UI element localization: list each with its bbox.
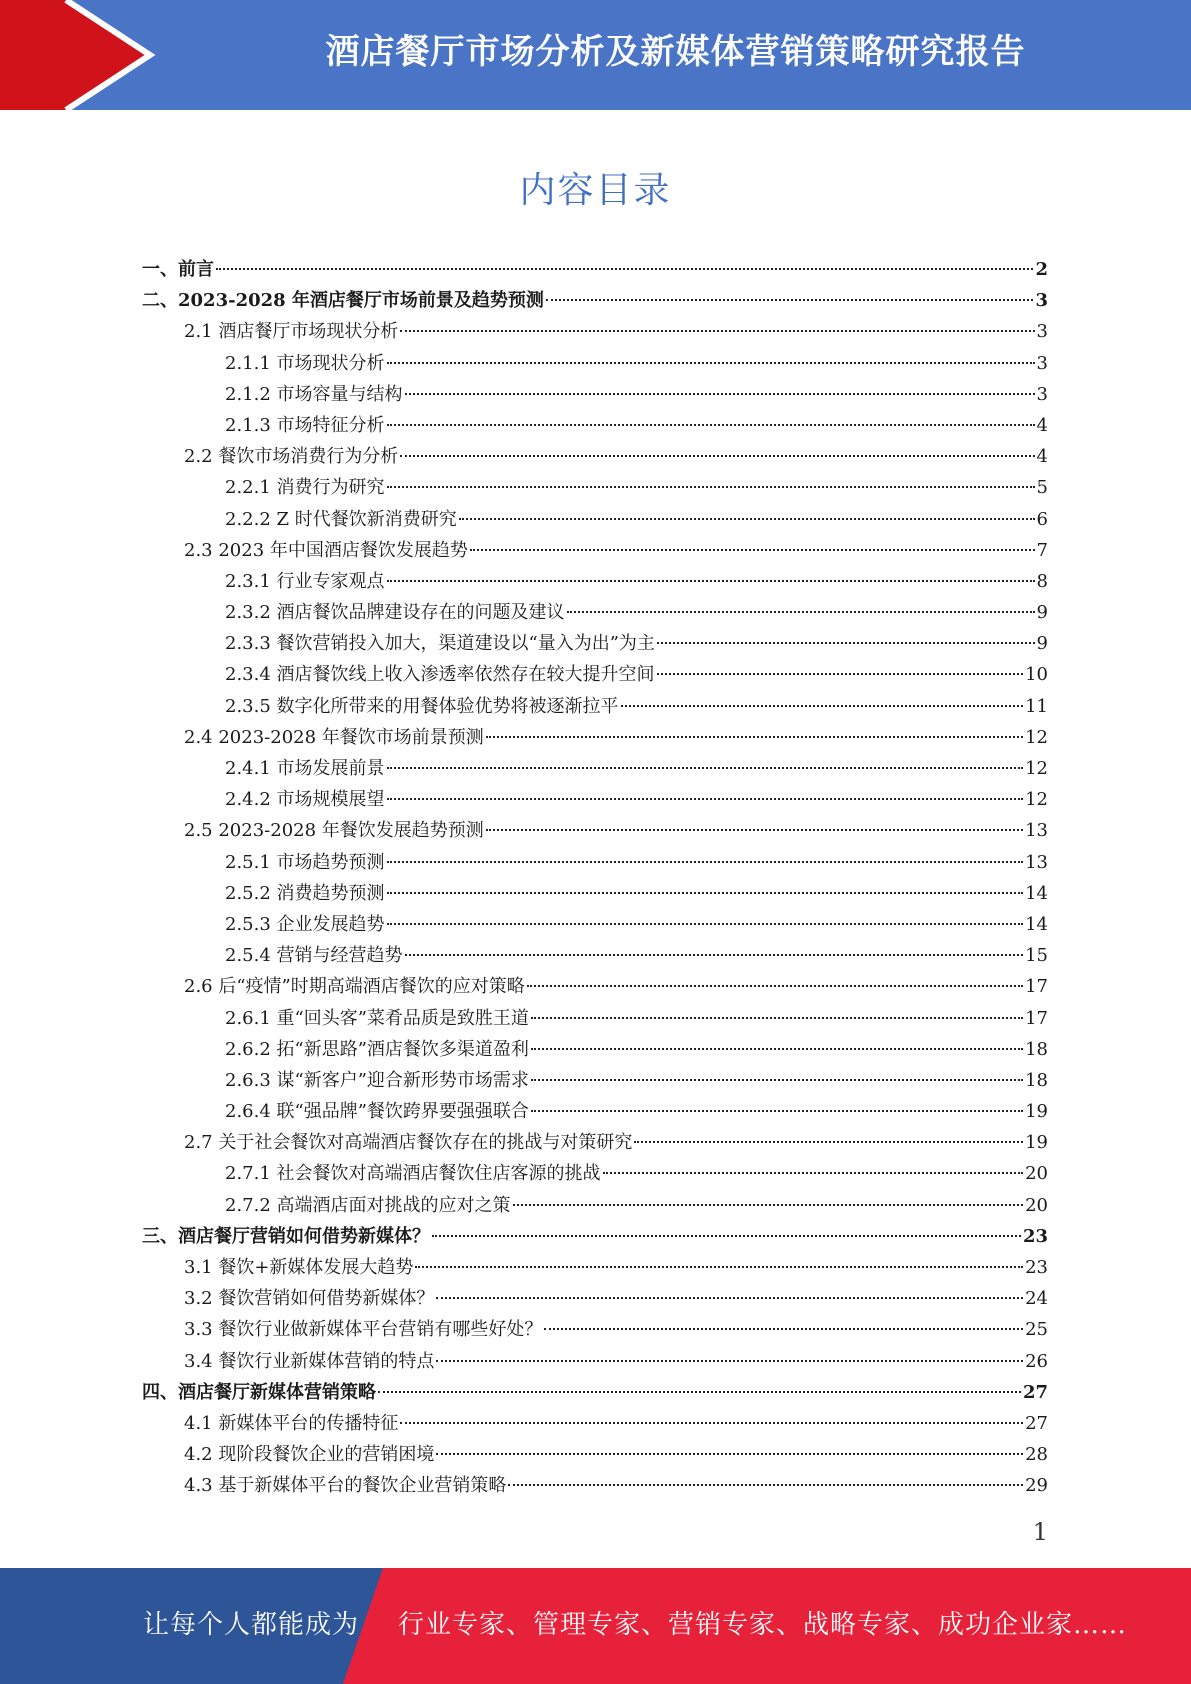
toc-entry-label: 3.2 餐饮营销如何借势新媒体？ (184, 1288, 435, 1310)
toc-leader-dots (405, 954, 1024, 956)
toc-entry-page: 12 (1025, 726, 1048, 748)
toc-entry-page: 17 (1025, 1007, 1048, 1029)
toc-leader-dots (400, 1422, 1023, 1424)
toc-leader-dots (486, 829, 1023, 831)
toc-entry-page: 11 (1025, 695, 1048, 717)
toc-entry[interactable] (142, 566, 1048, 597)
toc-leader-dots (634, 1141, 1023, 1143)
toc-leader-dots (387, 486, 1035, 488)
toc-entry-page: 29 (1025, 1475, 1048, 1497)
toc-entry-label: 2.2.1 消费行为研究 (225, 477, 385, 499)
toc-entry[interactable] (142, 1158, 1048, 1189)
toc-entry[interactable] (142, 971, 1048, 1002)
toc-entry[interactable] (142, 691, 1048, 722)
toc-entry[interactable] (142, 472, 1048, 503)
toc-entry-page: 8 (1036, 570, 1048, 592)
toc-leader-dots (657, 642, 1035, 644)
toc-entry-label: 2.5.1 市场趋势预测 (225, 851, 385, 873)
toc-leader-dots (387, 798, 1024, 800)
toc-leader-dots (387, 861, 1024, 863)
toc-entry[interactable] (142, 815, 1048, 846)
toc-entry-page: 25 (1025, 1319, 1048, 1341)
toc-leader-dots (387, 892, 1024, 894)
toc-entry-page: 24 (1025, 1288, 1048, 1310)
toc-leader-dots (531, 1079, 1023, 1081)
toc-entry[interactable] (142, 1065, 1048, 1096)
toc-entry[interactable] (142, 1439, 1048, 1470)
toc-entry[interactable] (142, 753, 1048, 784)
toc-entry-label: 2.3.5 数字化所带来的用餐体验优势将被逐渐拉平 (225, 695, 619, 717)
toc-entry-label: 3.1 餐饮+新媒体发展大趋势 (184, 1257, 414, 1278)
toc-entry-page: 27 (1025, 1412, 1048, 1434)
toc-entry-label: 2.1.3 市场特征分析 (225, 414, 385, 436)
toc-leader-dots (387, 923, 1024, 925)
toc-entry-label: 2.4.2 市场规模展望 (225, 789, 385, 811)
toc-entry-label: 2.1.1 市场现状分析 (225, 352, 385, 374)
toc-leader-dots (387, 580, 1035, 582)
toc-entry-page: 18 (1025, 1038, 1048, 1060)
toc-entry-page: 9 (1036, 633, 1048, 655)
toc-entry-page: 3 (1035, 290, 1048, 312)
toc-entry[interactable] (142, 909, 1048, 940)
toc-entry[interactable] (142, 285, 1048, 316)
toc-entry-label: 4.3 基于新媒体平台的餐饮企业营销策略 (184, 1475, 507, 1497)
toc-leader-dots (567, 611, 1035, 613)
toc-entry-page: 13 (1025, 851, 1048, 873)
toc-entry-label: 2.3 2023 年中国酒店餐饮发展趋势 (184, 539, 468, 561)
toc-title: 内容目录 (519, 170, 672, 211)
toc-entry-page: 27 (1022, 1381, 1048, 1403)
toc-entry-label: 三、酒店餐厅营销如何借势新媒体？ (142, 1225, 430, 1247)
toc-entry[interactable] (142, 441, 1048, 472)
footer-slogan-left: 让每个人都能成为 (143, 1610, 360, 1640)
toc-entry-label: 2.6.4 联“强品牌”餐饮跨界要强强联合 (225, 1101, 529, 1123)
toc-entry[interactable] (142, 659, 1048, 690)
toc-entry-page: 10 (1025, 664, 1048, 686)
toc-entry-page: 6 (1036, 508, 1048, 530)
toc-entry-label: 2.4 2023-2028 年餐饮市场前景预测 (184, 726, 484, 748)
toc-entry[interactable] (142, 628, 1048, 659)
toc-entry-label: 2.5 2023-2028 年餐饮发展趋势预测 (184, 820, 484, 842)
toc-entry[interactable] (142, 1346, 1048, 1377)
toc-entry-page: 17 (1025, 976, 1048, 998)
toc-entry-page: 19 (1025, 1101, 1048, 1123)
toc-entry-page: 20 (1025, 1194, 1048, 1216)
toc-entry-label: 2.6.1 重“回头客”菜肴品质是致胜王道 (225, 1007, 529, 1029)
toc-leader-dots (216, 268, 1033, 270)
toc-entry[interactable] (142, 1408, 1048, 1439)
toc-entry[interactable] (142, 784, 1048, 815)
toc-entry-page: 12 (1025, 789, 1048, 811)
toc-entry-label: 2.3.4 酒店餐饮线上收入渗透率依然存在较大提升空间 (225, 664, 655, 686)
toc-leader-dots (459, 518, 1035, 520)
page-number: 1 (1032, 1518, 1048, 1546)
toc-leader-dots (657, 673, 1024, 675)
toc-entry-page: 2 (1035, 259, 1048, 280)
toc-leader-dots (405, 393, 1035, 395)
toc-entry-page: 20 (1025, 1163, 1048, 1185)
toc-leader-dots (387, 767, 1024, 769)
toc-leader-dots (531, 1110, 1023, 1112)
toc-entry-label: 2.6.3 谋“新客户”迎合新形势市场需求 (225, 1069, 529, 1091)
toc-leader-dots (513, 1204, 1024, 1206)
toc-leader-dots (436, 1360, 1023, 1362)
toc-entry-label: 2.2 餐饮市场消费行为分析 (184, 446, 399, 468)
toc-entry-label: 3.4 餐饮行业新媒体营销的特点 (184, 1350, 435, 1372)
toc-entry[interactable] (142, 597, 1048, 628)
toc-entry[interactable] (142, 1314, 1048, 1345)
toc-entry[interactable] (142, 1221, 1048, 1252)
toc-leader-dots (432, 1235, 1021, 1237)
footer-band (0, 1568, 1191, 1684)
toc-entry-label: 2.5.2 消费趋势预测 (225, 882, 385, 904)
toc-entry[interactable] (142, 1034, 1048, 1065)
toc-entry-label: 2.5.4 营销与经营趋势 (225, 945, 403, 967)
toc-entry[interactable] (142, 1252, 1048, 1283)
toc-entry-label: 2.6.2 拓“新思路”酒店餐饮多渠道盈利 (225, 1038, 529, 1060)
toc-entry-label: 4.2 现阶段餐饮企业的营销困境 (184, 1444, 435, 1466)
toc-entry[interactable] (142, 1283, 1048, 1314)
toc-entry[interactable] (142, 1470, 1048, 1501)
toc-leader-dots (400, 455, 1034, 457)
toc-entry[interactable] (142, 1377, 1048, 1408)
toc-entry-page: 3 (1036, 321, 1048, 343)
toc-entry-label: 2.7.1 社会餐饮对高端酒店餐饮住店客源的挑战 (225, 1163, 601, 1185)
toc-entry[interactable] (142, 254, 1048, 285)
toc-entry[interactable] (142, 316, 1048, 347)
toc-entry-label: 2.7.2 高端酒店面对挑战的应对之策 (225, 1194, 511, 1216)
toc-entry-label: 2.2.2 Z 时代餐饮新消费研究 (225, 508, 457, 530)
toc-entry-label: 2.1.2 市场容量与结构 (225, 383, 403, 405)
toc-entry-page: 18 (1025, 1069, 1048, 1091)
toc-entry[interactable] (142, 504, 1048, 535)
toc-entry-label: 2.7 关于社会餐饮对高端酒店餐饮存在的挑战与对策研究 (184, 1132, 633, 1154)
toc-entry-label: 一、前言 (142, 259, 214, 280)
toc-entry-label: 4.1 新媒体平台的传播特征 (184, 1412, 399, 1434)
toc-entry-label: 2.5.3 企业发展趋势 (225, 913, 385, 935)
toc-leader-dots (544, 1328, 1023, 1330)
toc-entry-page: 15 (1025, 945, 1048, 967)
toc-entry[interactable] (142, 410, 1048, 441)
toc-leader-dots (400, 330, 1034, 332)
toc-entry-page: 23 (1025, 1257, 1048, 1278)
toc-leader-dots (436, 1453, 1023, 1455)
toc-entry-label: 四、酒店餐厅新媒体营销策略 (142, 1381, 376, 1403)
toc-leader-dots (531, 1017, 1023, 1019)
toc-entry[interactable] (142, 535, 1048, 566)
toc-entry-page: 3 (1036, 352, 1048, 374)
toc-entry-label: 2.3.3 餐饮营销投入加大，渠道建设以“量入为出”为主 (225, 633, 655, 655)
toc-entry[interactable] (142, 722, 1048, 753)
header-band (0, 0, 1191, 110)
toc-leader-dots (387, 362, 1035, 364)
toc-leader-dots (603, 1172, 1024, 1174)
toc-leader-dots (546, 299, 1034, 301)
toc-entry[interactable] (142, 940, 1048, 971)
toc-leader-dots (531, 1048, 1023, 1050)
toc-entry-page: 19 (1025, 1132, 1048, 1154)
toc-entry-page: 4 (1036, 446, 1048, 468)
toc-entry-label: 二、2023-2028 年酒店餐厅市场前景及趋势预测 (142, 290, 544, 312)
toc-entry-label: 2.1 酒店餐厅市场现状分析 (184, 321, 399, 343)
toc-entry-page: 7 (1036, 539, 1048, 561)
toc-entry-label: 2.6 后“疫情”时期高端酒店餐饮的应对策略 (184, 976, 525, 998)
toc-entry-page: 4 (1036, 414, 1048, 436)
toc-entry-page: 14 (1025, 913, 1048, 935)
toc-entry[interactable] (142, 348, 1048, 379)
toc-entry-label: 2.3.1 行业专家观点 (225, 570, 385, 592)
toc-entry-page: 9 (1036, 602, 1048, 624)
toc-entry-page: 23 (1022, 1225, 1048, 1247)
toc-entry[interactable] (142, 1003, 1048, 1034)
toc-leader-dots (378, 1391, 1021, 1393)
toc-leader-dots (527, 985, 1023, 987)
toc-entry-page: 26 (1025, 1350, 1048, 1372)
toc-entry[interactable] (142, 847, 1048, 878)
toc-entry-page: 3 (1036, 383, 1048, 405)
toc-leader-dots (436, 1297, 1023, 1299)
toc-leader-dots (387, 424, 1035, 426)
toc-entry-page: 12 (1025, 758, 1048, 779)
toc-entry-page: 28 (1025, 1444, 1048, 1466)
toc-entry-page: 13 (1025, 820, 1048, 842)
toc-leader-dots (415, 1266, 1023, 1268)
toc-entry[interactable] (142, 878, 1048, 909)
toc-entry-page: 14 (1025, 882, 1048, 904)
footer-slogan-right: 行业专家、管理专家、营销专家、战略专家、成功企业家…… (398, 1610, 1128, 1640)
toc-entry-label: 3.3 餐饮行业做新媒体平台营销有哪些好处？ (184, 1319, 543, 1341)
toc-entry[interactable] (142, 1190, 1048, 1221)
toc-leader-dots (621, 705, 1024, 707)
toc-leader-dots (470, 549, 1035, 551)
toc-entry[interactable] (142, 1127, 1048, 1158)
toc-entry[interactable] (142, 379, 1048, 410)
toc-leader-dots (508, 1484, 1023, 1486)
toc-entry[interactable] (142, 1096, 1048, 1127)
toc-entry-page: 5 (1036, 477, 1048, 499)
report-title: 酒店餐厅市场分析及新媒体营销策略研究报告 (325, 32, 1026, 72)
toc-entry-label: 2.3.2 酒店餐饮品牌建设存在的问题及建议 (225, 602, 565, 624)
toc-entry-label: 2.4.1 市场发展前景 (225, 758, 385, 779)
table-of-contents (142, 254, 1048, 1502)
toc-leader-dots (486, 736, 1023, 738)
